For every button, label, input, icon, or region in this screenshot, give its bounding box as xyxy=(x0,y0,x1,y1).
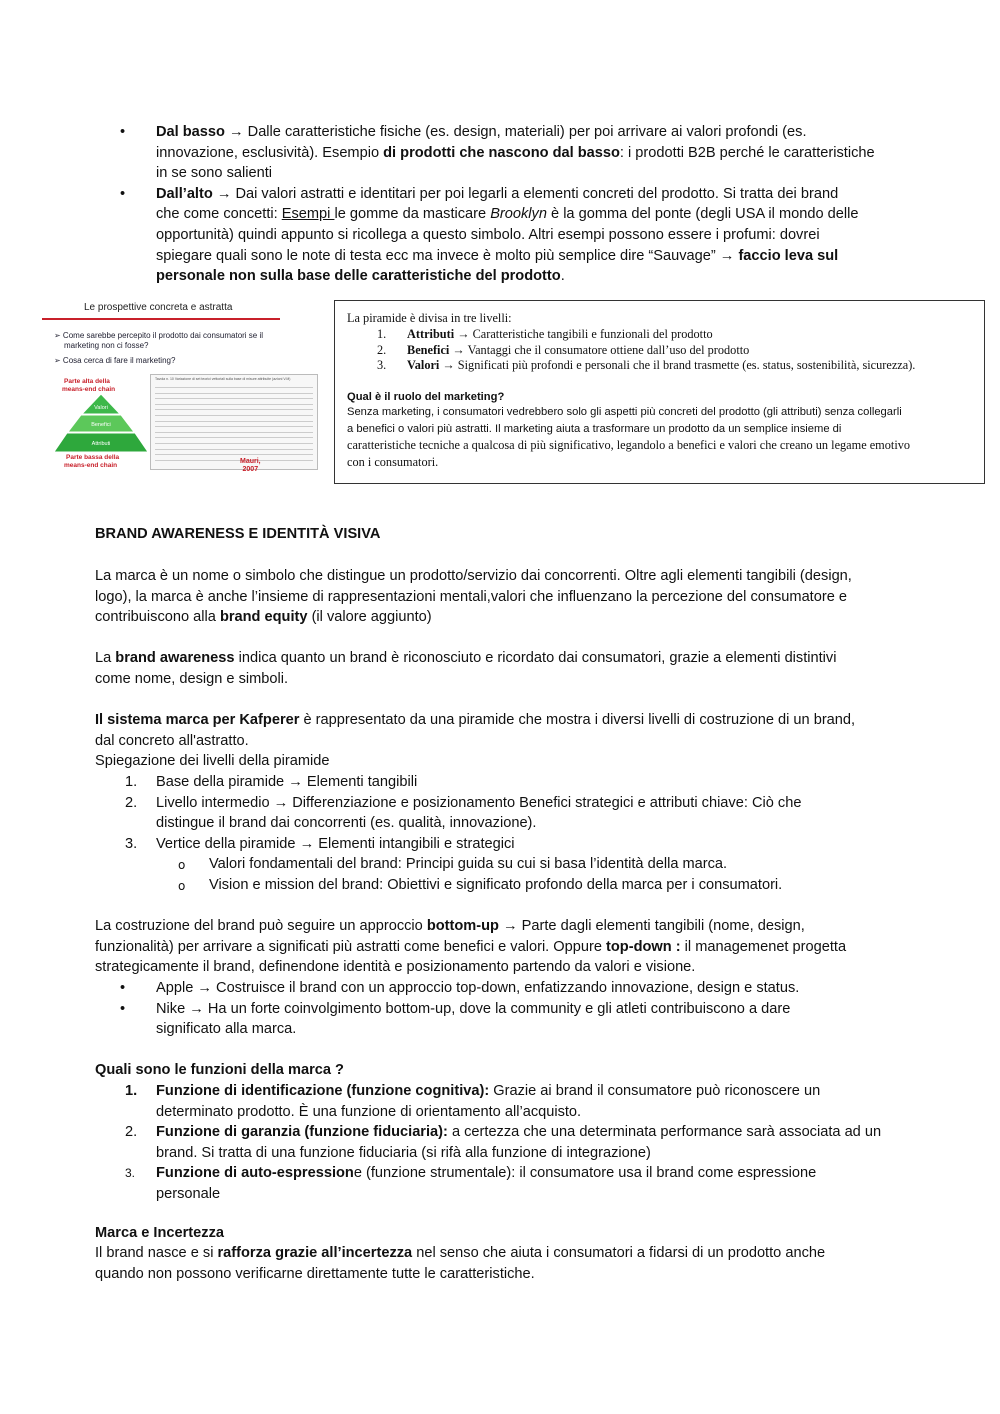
table-row-line xyxy=(155,460,313,461)
sub-item-text: Vision e mission del brand: Obiettivi e significato profondo della marca per i consumatori. xyxy=(209,877,783,893)
paragraph-sistema-line: dal concreto all'astratto. xyxy=(95,732,249,749)
slide-question-1b: marketing non ci fosse? xyxy=(64,341,149,350)
bullet-line: in se sono salienti xyxy=(156,165,273,182)
bullet-dot: • xyxy=(120,1000,126,1017)
bullet-line: spiegare quali sono le note di testa ecc ma invece è molto più semplice dire “Sauvage” → faccio leva sul xyxy=(156,247,839,264)
paragraph-awareness-line: come nome, design e simboli. xyxy=(95,671,289,687)
sub-bullet-circle: o xyxy=(178,858,186,873)
box-intro: La piramide è divisa in tre livelli: xyxy=(347,311,512,325)
table-row-line xyxy=(155,398,313,399)
box-answer-line: a benefici o valori più astratti. Il marketing aiuta a trasformare un prodotto da un semplice insieme di xyxy=(347,422,842,435)
table-row-line xyxy=(155,421,313,422)
table-row-line xyxy=(155,454,313,455)
table-row-line xyxy=(155,432,313,433)
table-caption: Tavola n. 10 Variazione di set teorici vettoriali sulla base di misure attribuite (azioni V.M) xyxy=(155,377,291,381)
paragraph-costruzione-line: strategicamente il brand, definendone identità e posizionamento partendo da valori e visione. xyxy=(95,959,696,976)
sub-item-text: Valori fondamentali del brand: Principi guida su cui si basa l’identità della marca. xyxy=(209,856,728,873)
box-level-item: Attributi → Caratteristiche tangibili e funzionali del prodotto xyxy=(407,327,713,341)
paragraph-marca-line: contribuiscono alla brand equity (il valore aggiunto) xyxy=(95,609,432,626)
funzione-line: Funzione di auto-espressione (funzione strumentale): il consumatore usa il brand come espressione xyxy=(156,1165,817,1182)
slide-question-1: ➢ Come sarebbe percepito il prodotto dai consumatori se il xyxy=(54,331,264,340)
slide-title: Le prospettive concreta e astratta xyxy=(84,302,233,313)
table-row-line xyxy=(155,393,313,394)
pyramid-label-values: Valori xyxy=(94,405,108,411)
funzioni-title: Quali sono le funzioni della marca ? xyxy=(95,1062,344,1079)
means-end-chain-slide-image xyxy=(40,298,291,486)
slide-divider xyxy=(42,318,280,320)
list-number: 1. xyxy=(125,774,138,790)
table-row-line xyxy=(155,437,313,438)
funzione-number: 3. xyxy=(125,1166,136,1181)
bottom-label-2: means-end chain xyxy=(64,462,118,469)
list-item-line: distingue il brand dai concorrenti (es. qualità, innovazione). xyxy=(156,815,537,832)
top-label-2: means-end chain xyxy=(62,386,116,393)
funzione-line: brand. Si tratta di una funzione fiduciaria (si rifà alla funzione di integrazione) xyxy=(156,1144,651,1161)
paragraph-marca-line: logo), la marca è anche l’insieme di rappresentazioni mentali,valori che influenzano la percezione del consumatore e xyxy=(95,588,847,605)
bullet-line: personale non sulla base delle caratteristiche del prodotto. xyxy=(156,268,565,285)
slide-source: Mauri, 2007 xyxy=(240,458,261,473)
section-title: BRAND AWARENESS E IDENTITÀ VISIVA xyxy=(95,526,381,542)
paragraph-incertezza-line: quando non possono verificarne direttamente tutte le caratteristiche. xyxy=(95,1265,535,1282)
bullet-line: Dall’alto → Dai valori astratti e identitari per poi legarli a elementi concreti del prodotto. Si tratta dei brand xyxy=(156,185,839,202)
box-level-number: 1. xyxy=(377,327,387,341)
bullet-line: Dal basso → Dalle caratteristiche fisiche (es. design, materiali) per poi arrivare ai valori profondi (es. xyxy=(156,124,807,140)
bullet-line: che come concetti: Esempi le gomme da masticare Brooklyn è la gomma del ponte (degli USA il mondo delle xyxy=(156,206,859,223)
bullet-dot: • xyxy=(120,185,126,202)
list-number: 3. xyxy=(125,835,138,852)
pyramid-explanation-box xyxy=(334,300,985,484)
list-item-line: Vertice della piramide → Elementi intangibili e strategici xyxy=(156,835,515,852)
pyramid-level-top xyxy=(82,394,120,414)
bullet-dot: • xyxy=(120,980,126,996)
example-line: significato alla marca. xyxy=(156,1021,297,1038)
pyramid-label-benefits: Benefici xyxy=(91,422,111,428)
paragraph-incertezza-line: Il brand nasce e si rafforza grazie all’incertezza nel senso che aiuta i consumatori a fidarsi di un prodotto anche xyxy=(95,1245,826,1262)
bullet-line: innovazione, esclusività). Esempio di prodotti che nascono dal basso: i prodotti B2B perché le caratteristiche xyxy=(156,144,875,161)
example-line: Nike → Ha un forte coinvolgimento bottom-up, dove la community e gli atleti contribuiscono a dare xyxy=(156,1000,791,1017)
means-end-pyramid xyxy=(54,392,148,454)
table-row-line xyxy=(155,404,313,405)
bottom-label-1: Parte bassa della xyxy=(66,454,120,461)
list-item-line: Base della piramide → Elementi tangibili xyxy=(156,774,418,790)
top-label-1: Parte alta della xyxy=(64,378,110,385)
funzione-line: personale xyxy=(156,1185,221,1202)
bullet-dot: • xyxy=(120,124,126,140)
box-question: Qual è il ruolo del marketing? xyxy=(347,391,505,403)
funzione-number: 2. xyxy=(125,1124,138,1141)
funzione-line: determinato prodotto. È una funzione di orientamento all’acquisto. xyxy=(156,1103,582,1120)
paragraph-marca-line: La marca è un nome o simbolo che distingue un prodotto/servizio dai concorrenti. Oltre agli elementi tangibili (design, xyxy=(95,568,852,584)
box-answer-line: con i consumatori. xyxy=(347,454,439,469)
table-row-line xyxy=(155,443,313,444)
example-line: Apple → Costruisce il brand con un approccio top-down, enfatizzando innovazione, design e status. xyxy=(156,980,800,996)
table-row-line xyxy=(155,387,313,388)
box-answer-line: Senza marketing, i consumatori vedrebbero solo gli aspetti più concreti del prodotto (gli attributi) senza collegarli xyxy=(347,406,902,418)
paragraph-costruzione-line: La costruzione del brand può seguire un approccio bottom-up → Parte dagli elementi tangibili (nome, design, xyxy=(95,918,805,935)
funzione-line: Funzione di garanzia (funzione fiduciaria): a certezza che una determinata performance sarà associata ad un xyxy=(156,1124,882,1141)
incertezza-title: Marca e Incertezza xyxy=(95,1224,224,1241)
list-item-line: Livello intermedio → Differenziazione e posizionamento Benefici strategici e attributi chiave: Ciò che xyxy=(156,794,802,811)
list-number: 2. xyxy=(125,794,138,811)
table-row-line xyxy=(155,409,313,410)
paragraph-sistema-line: Spiegazione dei livelli della piramide xyxy=(95,753,330,770)
bullet-line: opportunità) quindi appunto si ricollega a questo simbolo. Altri esempi possono essere i profumi: dovrei xyxy=(156,226,820,243)
table-row-line xyxy=(155,426,313,427)
paragraph-costruzione-line: funzionalità) per arrivare a significati più astratti come benefici e valori. Oppure top-down : il managemenet progetta xyxy=(95,938,847,955)
box-level-number: 2. xyxy=(377,342,387,357)
paragraph-awareness-line: La brand awareness indica quanto un brand è riconosciuto e ricordato dai consumatori, grazie a elementi distintivi xyxy=(95,650,837,667)
paragraph-sistema-line: Il sistema marca per Kafperer è rappresentato da una piramide che mostra i diversi livelli di costruzione di un brand, xyxy=(95,712,856,729)
box-level-item: Benefici → Vantaggi che il consumatore ottiene dall’uso del prodotto xyxy=(407,342,750,357)
box-level-number: 3. xyxy=(377,358,387,372)
slide-data-table xyxy=(150,374,318,470)
funzione-number: 1. xyxy=(125,1083,138,1099)
table-row-line xyxy=(155,449,313,450)
funzione-line: Funzione di identificazione (funzione cognitiva): Grazie ai brand il consumatore può riconoscere un xyxy=(156,1083,821,1099)
slide-question-2: ➢ Cosa cerca di fare il marketing? xyxy=(54,356,176,365)
sub-bullet-circle: o xyxy=(178,879,186,893)
box-level-item: Valori → Significati più profondi e personali che il brand trasmette (es. status, sostenibilità, sicurezza). xyxy=(407,358,916,372)
table-row-line xyxy=(155,415,313,416)
box-answer-line: caratteristiche tecniche a qualcosa di più significativo, legandolo a benefici e valori che creano un legame emotivo xyxy=(347,438,911,453)
pyramid-label-attributes: Attributi xyxy=(91,441,111,447)
